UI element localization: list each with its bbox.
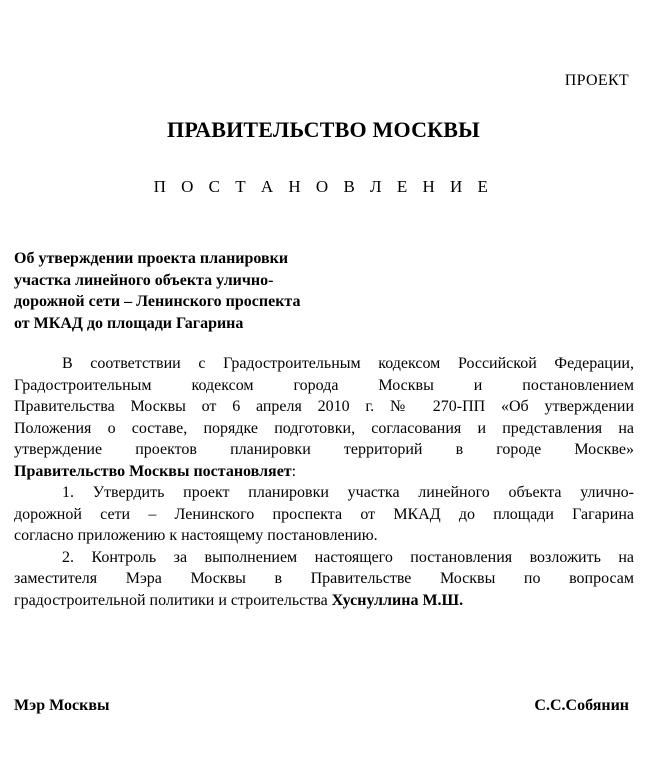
document-subject [14,248,394,334]
resolution-line [14,461,634,483]
item-line: согласно приложению к настоящему постановлению. [14,527,378,544]
responsible-person: Хуснуллина М.Ш. [331,591,464,609]
preamble-line: Правительства Москвы от 6 апреля 2010 г. № 270-ПП «Об утверждении [14,398,634,415]
item-line: дорожной сети – Ленинского проспекта от МКАД до площади Гагарина [14,505,634,523]
document-body [14,353,634,611]
subject-line: дорожной сети – Ленинского проспекта [14,293,301,310]
organization-title: ПРАВИТЕЛЬСТВО МОСКВЫ [167,117,480,142]
preamble-line: Положения о составе, порядке подготовки, согласования и представления на [14,419,634,437]
preamble-line: утверждение проектов планировки территорий в городе Москве» [14,441,634,458]
item-line: 2. Контроль за выполнением настоящего постановления возложить на [62,548,634,566]
subject-line: Об утверждении проекта планировки [14,250,289,267]
subject-line: от МКАД до площади Гагарина [14,314,244,332]
preamble-line: В соответствии с Градостроительным кодексом Российской Федерации, [62,355,634,372]
draft-stamp: ПРОЕКТ [564,72,629,89]
item-line: 1. Утвердить проект планировки участка линейного объекта улично- [62,484,634,501]
item-line: заместителя Мэра Москвы в Правительстве Москвы по вопросам [14,570,634,587]
signatory-title: Мэр Москвы [14,697,110,714]
item-2-paragraph [14,547,634,612]
document-type: П О С Т А Н О В Л Е Н И Е [153,177,494,196]
item-line [14,590,634,612]
preamble-paragraph [14,353,634,482]
resolution-colon: : [291,462,297,480]
item-line-text: градостроительной политики и строительства [14,591,332,609]
item-1-paragraph [14,482,634,547]
subject-line: участка линейного объекта улично- [14,271,274,289]
signatory-name: С.С.Собянин [534,697,629,714]
resolution-text: Правительство Москвы постановляет [14,462,292,480]
preamble-line: Градостроительным кодексом города Москвы и постановлением [14,376,634,394]
